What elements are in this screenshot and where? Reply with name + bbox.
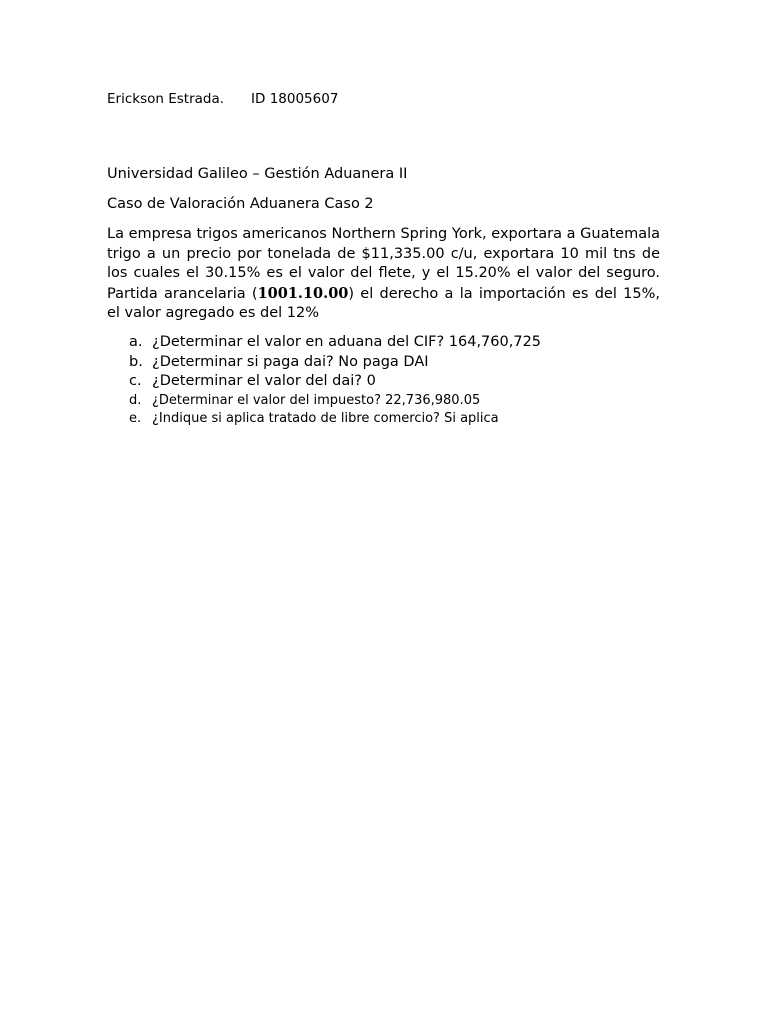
question-text: ¿Indique si aplica tratado de libre comercio? Si aplica — [152, 411, 499, 426]
author-name: Erickson Estrada. — [107, 91, 225, 107]
problem-text-after: ) el derecho a la importación es del 15%, el valor agregado es del 12% — [107, 285, 660, 321]
question-text: ¿Determinar si paga dai? No paga DAI — [152, 353, 429, 370]
question-item-b — [107, 353, 660, 373]
problem-text-before: La empresa trigos americanos Northern Spring York, exportara a Guatemala trigo a un precio por tonelada de $11,335.00 c/u, exportara 10 mil tns de los cuales el 30.15% es el valor del flete, y el 15.20% el valor del seguro. Partida arancelaria ( — [107, 226, 660, 302]
question-marker: e. — [129, 411, 142, 426]
university-course-title: Universidad Galileo – Gestión Aduanera II — [107, 166, 408, 182]
question-marker: d. — [129, 392, 142, 408]
question-text: ¿Determinar el valor del dai? 0 — [152, 373, 376, 389]
student-id: ID 18005607 — [251, 91, 339, 107]
question-marker: b. — [129, 353, 143, 370]
case-title: Caso de Valoración Aduanera Caso 2 — [107, 196, 374, 212]
question-item-e — [107, 410, 660, 429]
question-item-c — [107, 372, 660, 392]
question-marker: a. — [129, 334, 143, 350]
question-item-d — [107, 392, 660, 411]
question-text: ¿Determinar el valor en aduana del CIF? 164,760,725 — [152, 334, 542, 350]
question-item-a — [107, 333, 660, 353]
tariff-code: 1001.10.00 — [257, 284, 349, 302]
question-list — [107, 333, 660, 429]
question-text: ¿Determinar el valor del impuesto? 22,736,980.05 — [152, 392, 481, 408]
problem-statement — [107, 225, 660, 324]
header-line — [107, 91, 338, 107]
question-marker: c. — [129, 373, 142, 389]
